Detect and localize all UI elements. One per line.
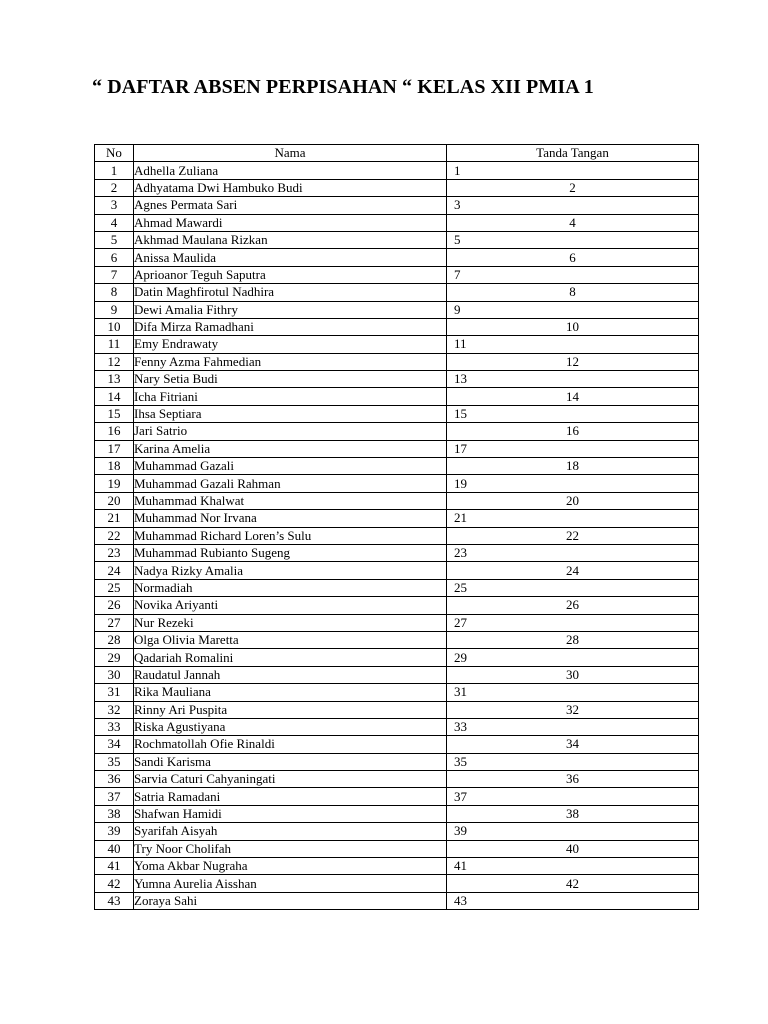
row-number: 29 [95,649,134,666]
student-name: Try Noor Cholifah [134,840,447,857]
row-number: 1 [95,162,134,179]
student-name: Fenny Azma Fahmedian [134,353,447,370]
student-name: Rika Mauliana [134,684,447,701]
student-name: Muhammad Khalwat [134,492,447,509]
signature-cell: 43 [447,892,699,909]
row-number: 36 [95,771,134,788]
student-name: Satria Ramadani [134,788,447,805]
student-name: Difa Mirza Ramadhani [134,318,447,335]
signature-cell: 26 [447,597,699,614]
student-name: Syarifah Aisyah [134,823,447,840]
table-row [95,631,699,648]
signature-cell: 6 [447,249,699,266]
table-row [95,527,699,544]
table-row [95,388,699,405]
table-row [95,440,699,457]
table-row [95,510,699,527]
table-row [95,162,699,179]
row-number: 8 [95,284,134,301]
row-number: 40 [95,840,134,857]
table-row [95,562,699,579]
table-row [95,371,699,388]
row-number: 39 [95,823,134,840]
table-row [95,266,699,283]
row-number: 2 [95,179,134,196]
row-number: 5 [95,231,134,248]
signature-cell: 19 [447,475,699,492]
student-name: Nary Setia Budi [134,371,447,388]
table-row [95,284,699,301]
signature-cell: 20 [447,492,699,509]
table-row [95,718,699,735]
student-name: Riska Agustiyana [134,718,447,735]
student-name: Agnes Permata Sari [134,197,447,214]
row-number: 19 [95,475,134,492]
student-name: Karina Amelia [134,440,447,457]
signature-cell: 11 [447,336,699,353]
signature-cell: 9 [447,301,699,318]
student-name: Shafwan Hamidi [134,805,447,822]
row-number: 17 [95,440,134,457]
student-name: Qadariah Romalini [134,649,447,666]
table-row [95,597,699,614]
signature-cell: 1 [447,162,699,179]
table-row [95,405,699,422]
signature-cell: 39 [447,823,699,840]
table-row [95,458,699,475]
row-number: 15 [95,405,134,422]
signature-cell: 12 [447,353,699,370]
table-row [95,231,699,248]
student-name: Sandi Karisma [134,753,447,770]
row-number: 42 [95,875,134,892]
table-header-row [95,145,699,162]
signature-cell: 35 [447,753,699,770]
signature-cell: 3 [447,197,699,214]
row-number: 31 [95,684,134,701]
row-number: 41 [95,858,134,875]
student-name: Muhammad Richard Loren’s Sulu [134,527,447,544]
document-title: “ DAFTAR ABSEN PERPISAHAN “ KELAS XII PMIA 1 [92,76,594,98]
table-row [95,649,699,666]
table-row [95,875,699,892]
student-name: Yoma Akbar Nugraha [134,858,447,875]
row-number: 6 [95,249,134,266]
table-row [95,892,699,909]
table-row [95,666,699,683]
signature-cell: 34 [447,736,699,753]
signature-cell: 23 [447,544,699,561]
table-row [95,318,699,335]
table-row [95,423,699,440]
student-name: Ihsa Septiara [134,405,447,422]
table-row [95,336,699,353]
row-number: 13 [95,371,134,388]
table-row [95,544,699,561]
signature-cell: 17 [447,440,699,457]
student-name: Rinny Ari Puspita [134,701,447,718]
table-row [95,823,699,840]
row-number: 32 [95,701,134,718]
signature-cell: 28 [447,631,699,648]
table-body [95,162,699,910]
student-name: Akhmad Maulana Rizkan [134,231,447,248]
attendance-table [94,144,699,910]
signature-cell: 40 [447,840,699,857]
signature-cell: 29 [447,649,699,666]
student-name: Muhammad Rubianto Sugeng [134,544,447,561]
signature-cell: 38 [447,805,699,822]
student-name: Muhammad Gazali Rahman [134,475,447,492]
row-number: 21 [95,510,134,527]
signature-cell: 30 [447,666,699,683]
student-name: Emy Endrawaty [134,336,447,353]
student-name: Adhyatama Dwi Hambuko Budi [134,179,447,196]
table-row [95,736,699,753]
table-row [95,840,699,857]
header-nama: Nama [134,145,447,162]
student-name: Zoraya Sahi [134,892,447,909]
student-name: Yumna Aurelia Aisshan [134,875,447,892]
row-number: 30 [95,666,134,683]
signature-cell: 15 [447,405,699,422]
student-name: Jari Satrio [134,423,447,440]
signature-cell: 36 [447,771,699,788]
signature-cell: 14 [447,388,699,405]
student-name: Icha Fitriani [134,388,447,405]
signature-cell: 10 [447,318,699,335]
table-row [95,579,699,596]
student-name: Nadya Rizky Amalia [134,562,447,579]
signature-cell: 42 [447,875,699,892]
row-number: 33 [95,718,134,735]
row-number: 37 [95,788,134,805]
row-number: 26 [95,597,134,614]
row-number: 27 [95,614,134,631]
row-number: 23 [95,544,134,561]
row-number: 12 [95,353,134,370]
table-row [95,805,699,822]
row-number: 11 [95,336,134,353]
signature-cell: 16 [447,423,699,440]
row-number: 24 [95,562,134,579]
table-row [95,614,699,631]
signature-cell: 8 [447,284,699,301]
student-name: Muhammad Gazali [134,458,447,475]
student-name: Rochmatollah Ofie Rinaldi [134,736,447,753]
table-row [95,214,699,231]
signature-cell: 31 [447,684,699,701]
row-number: 4 [95,214,134,231]
student-name: Muhammad Nor Irvana [134,510,447,527]
table-row [95,475,699,492]
student-name: Olga Olivia Maretta [134,631,447,648]
signature-cell: 41 [447,858,699,875]
signature-cell: 5 [447,231,699,248]
student-name: Dewi Amalia Fithry [134,301,447,318]
row-number: 9 [95,301,134,318]
signature-cell: 24 [447,562,699,579]
header-tanda-tangan: Tanda Tangan [447,145,699,162]
row-number: 3 [95,197,134,214]
header-no: No [95,145,134,162]
table-row [95,701,699,718]
signature-cell: 21 [447,510,699,527]
student-name: Raudatul Jannah [134,666,447,683]
signature-cell: 4 [447,214,699,231]
signature-cell: 27 [447,614,699,631]
signature-cell: 7 [447,266,699,283]
student-name: Datin Maghfirotul Nadhira [134,284,447,301]
table-row [95,684,699,701]
row-number: 25 [95,579,134,596]
student-name: Sarvia Caturi Cahyaningati [134,771,447,788]
signature-cell: 18 [447,458,699,475]
table-row [95,301,699,318]
student-name: Adhella Zuliana [134,162,447,179]
student-name: Normadiah [134,579,447,596]
row-number: 7 [95,266,134,283]
signature-cell: 33 [447,718,699,735]
student-name: Novika Ariyanti [134,597,447,614]
table-row [95,249,699,266]
signature-cell: 22 [447,527,699,544]
student-name: Ahmad Mawardi [134,214,447,231]
signature-cell: 37 [447,788,699,805]
student-name: Anissa Maulida [134,249,447,266]
row-number: 28 [95,631,134,648]
table-row [95,771,699,788]
table-row [95,753,699,770]
row-number: 18 [95,458,134,475]
table-row [95,179,699,196]
signature-cell: 32 [447,701,699,718]
table-row [95,858,699,875]
table-row [95,353,699,370]
signature-cell: 13 [447,371,699,388]
row-number: 22 [95,527,134,544]
table-row [95,788,699,805]
signature-cell: 2 [447,179,699,196]
row-number: 34 [95,736,134,753]
table-row [95,197,699,214]
row-number: 38 [95,805,134,822]
row-number: 14 [95,388,134,405]
row-number: 35 [95,753,134,770]
row-number: 43 [95,892,134,909]
signature-cell: 25 [447,579,699,596]
row-number: 16 [95,423,134,440]
student-name: Nur Rezeki [134,614,447,631]
row-number: 20 [95,492,134,509]
table-row [95,492,699,509]
row-number: 10 [95,318,134,335]
student-name: Aprioanor Teguh Saputra [134,266,447,283]
